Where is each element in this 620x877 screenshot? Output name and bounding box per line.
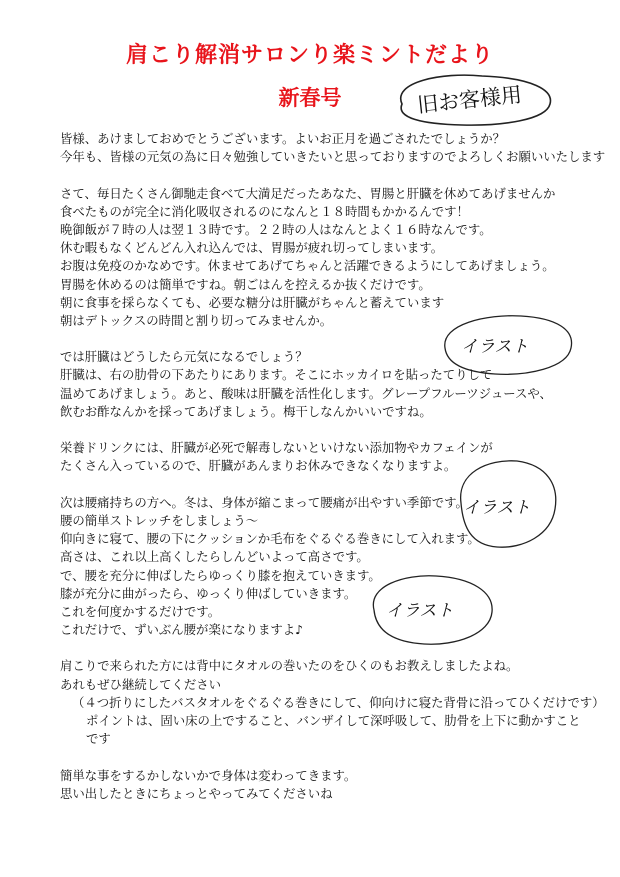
body-line: 膝が充分に曲がったら、ゆっくり伸ばしていきます。 <box>60 585 357 601</box>
body-line: これだけで、ずいぶん腰が楽になりますよ♪ <box>60 622 304 638</box>
body-line: 肩こりで来られた方には背中にタオルの巻いたのをひくのもお教えしましたよね。 <box>60 658 519 674</box>
body-line: 今年も、皆様の元気の為に日々勉強していきたいと思っておりますのでよろしくお願いいたします <box>60 149 606 165</box>
body-line: たくさん入っているので、肝臓があんまりお休みできなくなりますよ。 <box>60 458 457 474</box>
body-line: （４つ折りにしたバスタオルをぐるぐる巻きにして、仰向けに寝た背骨に沿ってひくだけです） <box>72 694 605 710</box>
body-line: 朝はデトックスの時間と割り切ってみませんか。 <box>60 312 333 328</box>
body-line: 飲むお酢なんかを採ってあげましょう。梅干しなんかいいですね。 <box>60 403 432 419</box>
illustration-label-3: イラスト <box>386 601 454 621</box>
handwritten-stamp <box>382 70 557 130</box>
illustration-label-2: イラスト <box>463 498 531 518</box>
newsletter-body <box>60 130 605 803</box>
newsletter-title: 肩こり解消サロンり楽ミントだより <box>125 43 494 68</box>
body-line: 肝臓は、右の肋骨の下あたりにあります。そこにホッカイロを貼ったてりして <box>60 367 493 383</box>
body-line: で、腰を充分に伸ばしたらゆっくり膝を抱えていきます。 <box>60 567 381 583</box>
body-line: 朝に食事を採らなくても、必要な糖分は肝臓がちゃんと蓄えています <box>60 294 445 310</box>
body-line: ポイントは、固い床の上ですること、バンザイして深呼吸して、肋骨を上下に動かすこと <box>86 713 581 728</box>
body-line: 仰向きに寝て、腰の下にクッションか毛布をぐるぐる巻きにして入れます。 <box>60 531 480 547</box>
issue-subtitle: 新春号 <box>278 86 342 110</box>
body-line: これを何度かするだけです。 <box>60 603 221 619</box>
body-line: 胃腸を休めるのは簡単ですね。朝ごはんを控えるか抜くだけです。 <box>60 276 431 292</box>
body-line: 高さは、これ以上高くしたらしんどいよって高さです。 <box>60 549 369 565</box>
body-line: 温めてあげましょう。あと、酸味は肝臓を活性化します。グレープフルーツジュースや、 <box>60 385 552 401</box>
body-line: 食べたものが完全に消化吸収されるのになんと１８時間もかかるんです！ <box>60 203 469 219</box>
body-line: さて、毎日たくさん御馳走食べて大満足だったあなた、胃腸と肝臓を休めてあげませんか <box>60 185 556 201</box>
body-line: 簡単な事をするかしないかで身体は変わってきます。 <box>60 767 357 783</box>
body-line: です <box>86 731 111 747</box>
stamp-text: 旧お客様用 <box>416 82 524 118</box>
body-line: 栄養ドリンクには、肝臓が必死で解毒しないといけない添加物やカフェインが <box>60 440 493 456</box>
body-line: あれもぜひ継続してください <box>60 676 222 692</box>
body-line: では肝臓はどうしたら元気になるでしょう？ <box>60 349 308 365</box>
body-line: 次は腰痛持ちの方へ。冬は、身体が縮こまって腰痛が出やすい季節です。 <box>60 494 468 510</box>
body-line: お腹は免疫のかなめです。休ませてあげてちゃんと活躍できるようにしてあげましょう。 <box>60 258 555 274</box>
illustration-label-1: イラスト <box>461 337 529 357</box>
body-line: 休む暇もなくどんどん入れ込んでは、胃腸が疲れ切ってしまいます。 <box>60 240 444 256</box>
body-line: 腰の簡単ストレッチをしましょう～ <box>60 512 259 528</box>
body-line: 皆様、あけましておめでとうございます。よいお正月を過ごされたでしょうか？ <box>60 131 506 146</box>
body-line: 思い出したときにちょっとやってみてくださいね <box>60 785 333 801</box>
body-line: 晩御飯が７時の人は翌１３時です。２２時の人はなんとよく１６時なんです。 <box>60 221 492 237</box>
